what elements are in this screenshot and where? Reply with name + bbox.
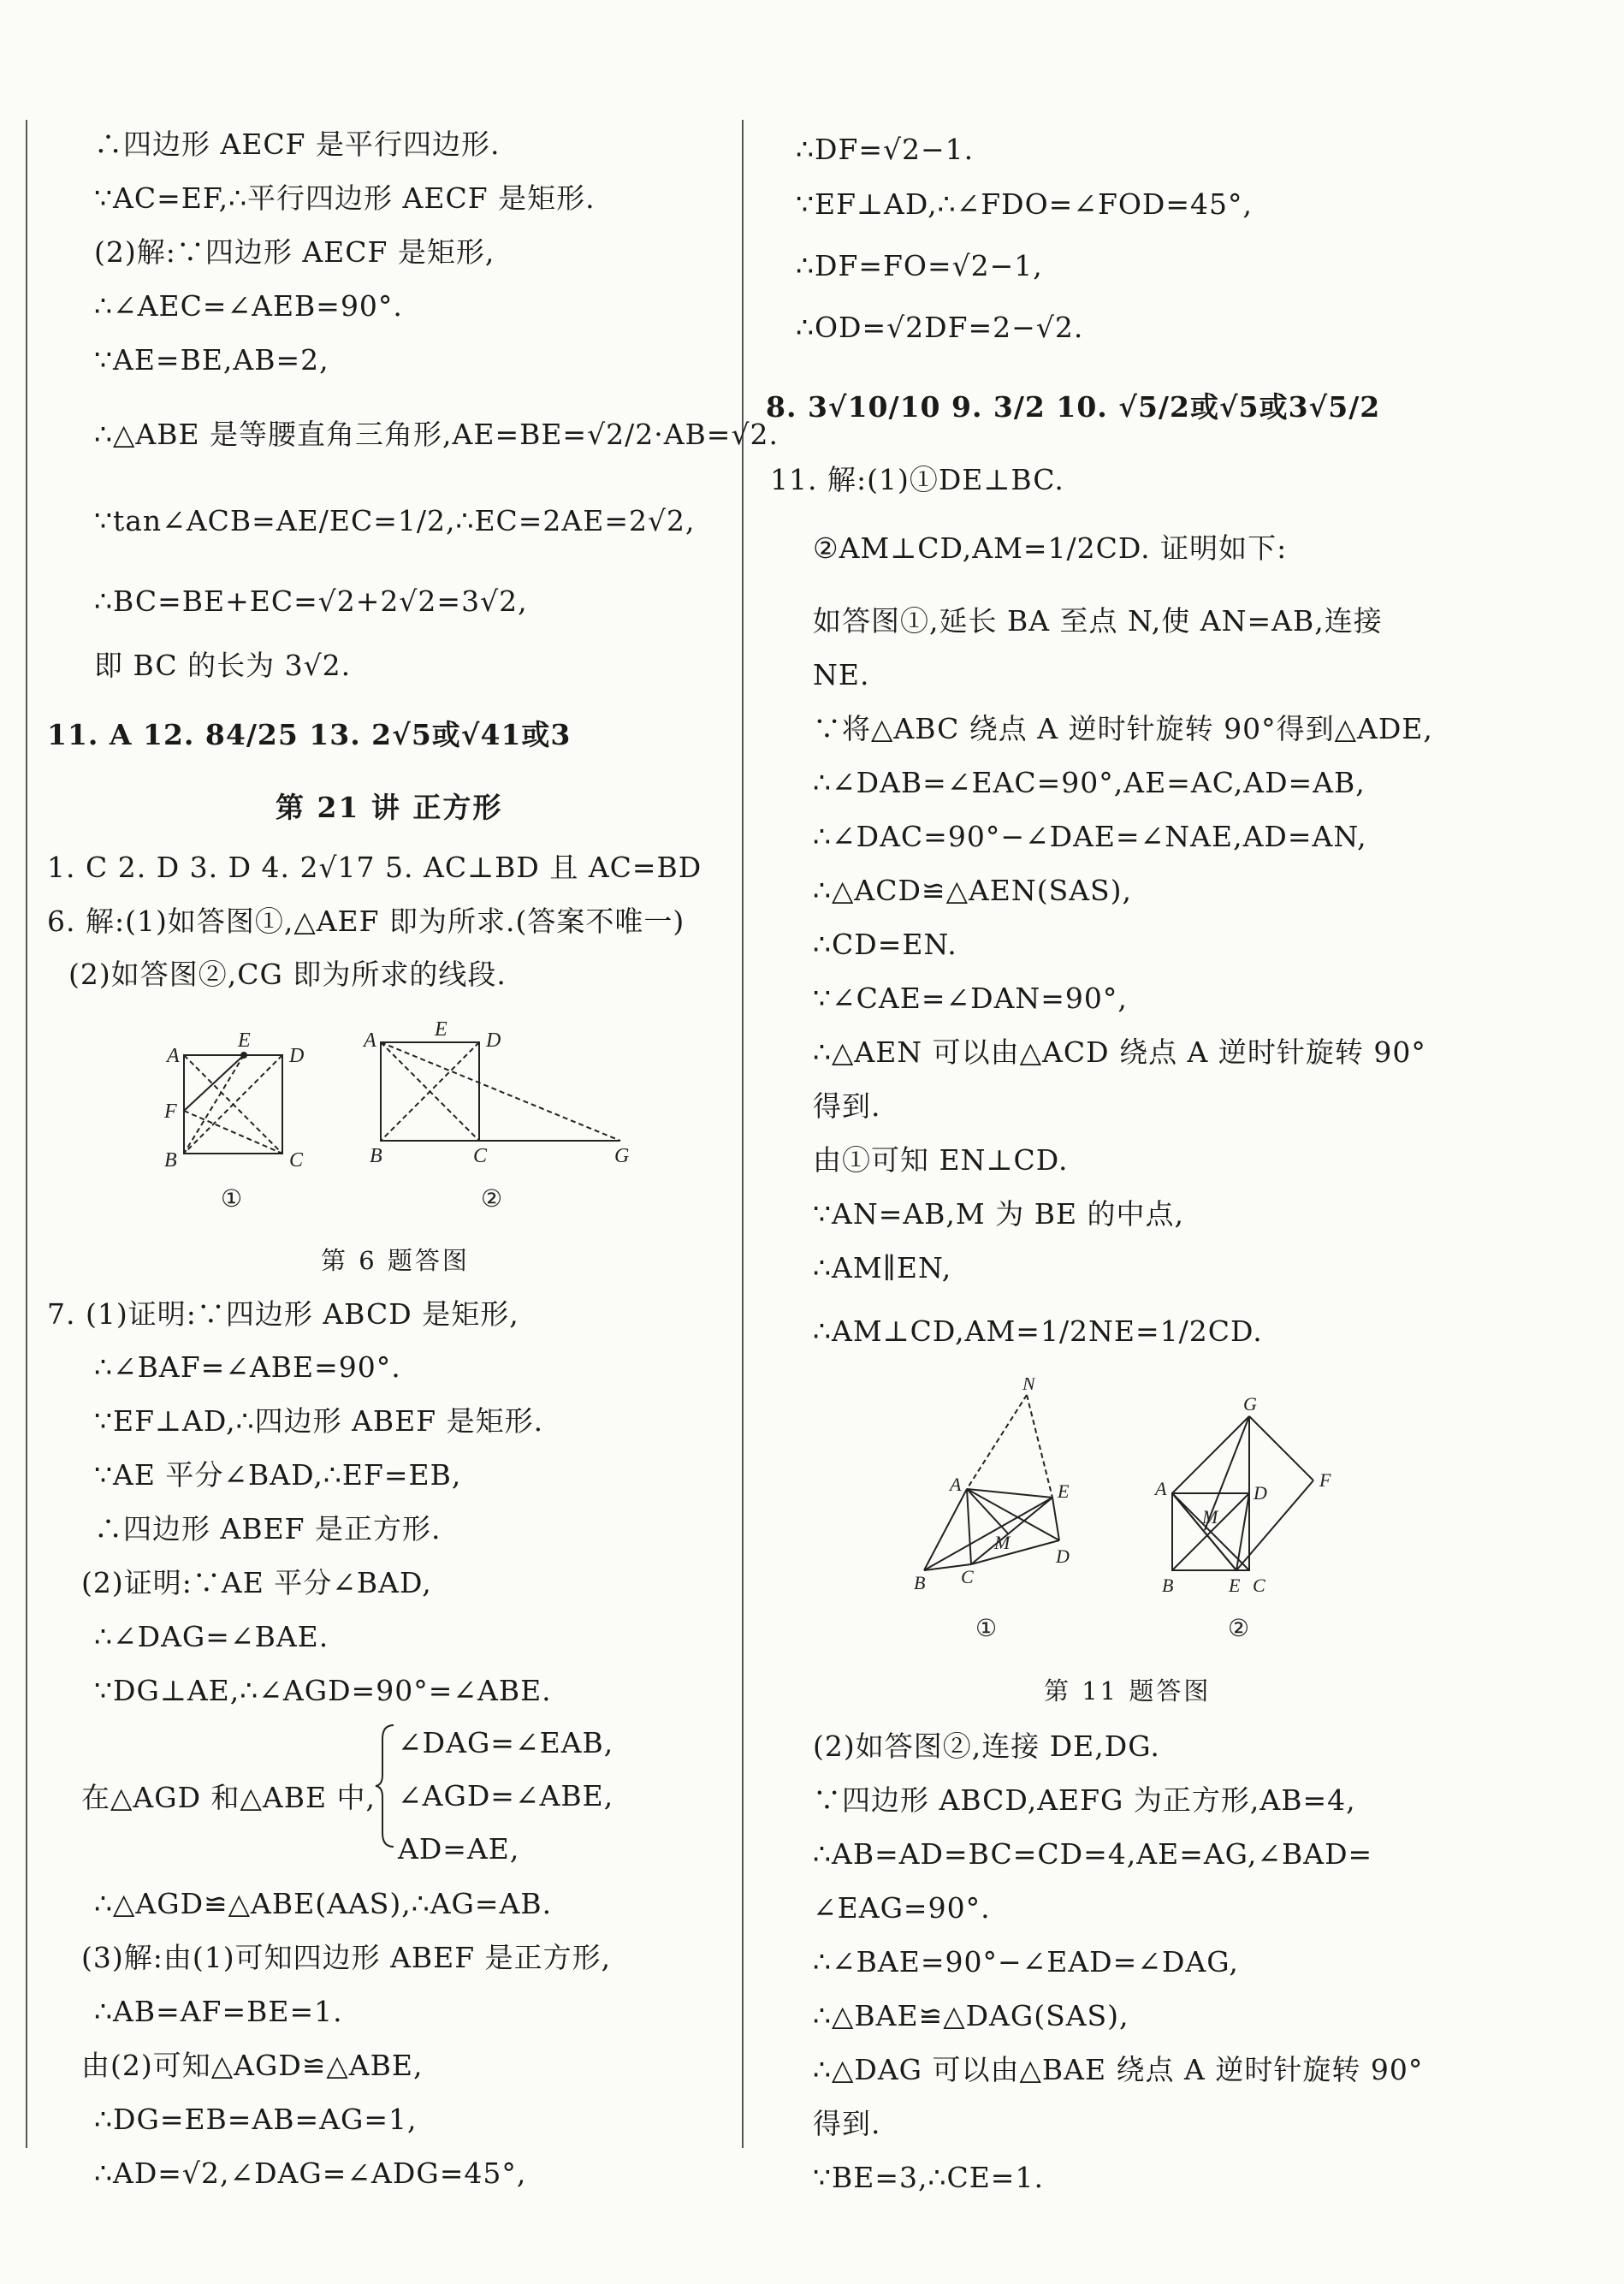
svg-text:M: M — [994, 1532, 1011, 1553]
right-line: ∴△DAG 可以由△BAE 绕点 A 逆时针旋转 90° — [813, 2053, 1424, 2086]
brace-line: ∠AGD=∠ABE, — [398, 1779, 614, 1812]
figure-label: ② — [481, 1186, 503, 1213]
svg-text:G: G — [614, 1145, 630, 1167]
svg-text:E: E — [1058, 1480, 1070, 1502]
svg-text:A: A — [1155, 1478, 1167, 1499]
left-line: ∴AB=AF=BE=1. — [94, 1995, 343, 2028]
figure-caption: 第 6 题答图 — [321, 1246, 470, 1275]
left-margin-rule — [26, 120, 27, 2148]
left-line: ∴△AGD≌△ABE(AAS),∴AG=AB. — [94, 1887, 553, 1920]
right-line: ∴AM∥EN, — [813, 1251, 952, 1284]
right-line: ∴DF=√2−1. — [796, 133, 975, 166]
left-line: ∴∠DAG=∠BAE. — [94, 1620, 329, 1653]
svg-text:D: D — [1056, 1545, 1070, 1567]
svg-text:D: D — [1254, 1482, 1267, 1504]
left-line: ∵AE=BE,AB=2, — [94, 343, 329, 377]
right-line: 11. 解:(1)①DE⊥BC. — [770, 463, 1064, 496]
svg-text:C: C — [961, 1566, 974, 1587]
svg-text:B: B — [370, 1145, 382, 1167]
left-line: (3)解:由(1)可知四边形 ABEF 是正方形, — [81, 1941, 612, 1974]
right-line: ∵四边形 ABCD,AEFG 为正方形,AB=4, — [813, 1783, 1356, 1817]
left-line: ∴AD=√2,∠DAG=∠ADG=45°, — [94, 2156, 527, 2190]
svg-text:A: A — [364, 1029, 376, 1052]
right-line: 得到. — [813, 1089, 881, 1123]
left-line: 6. 解:(1)如答图①,△AEF 即为所求.(答案不唯一) — [47, 905, 685, 938]
svg-text:C: C — [1253, 1575, 1265, 1596]
left-line: 由(2)可知△AGD≌△ABE, — [81, 2049, 424, 2082]
svg-text:B: B — [914, 1572, 926, 1593]
right-line: ②AM⊥CD,AM=1/2CD. 证明如下: — [813, 531, 1288, 565]
figure-6-1 — [184, 1053, 282, 1154]
right-line: ∴∠DAC=90°−∠DAE=∠NAE,AD=AN, — [813, 820, 1367, 853]
left-line: 7. (1)证明:∵四边形 ABCD 是矩形, — [47, 1297, 519, 1331]
right-line: ∵BE=3,∴CE=1. — [813, 2161, 1044, 2194]
left-line: ∵AE 平分∠BAD,∴EF=EB, — [94, 1458, 462, 1492]
right-line: ∴∠DAB=∠EAC=90°,AE=AC,AD=AB, — [813, 766, 1366, 799]
right-line: ∴CD=EN. — [813, 928, 957, 961]
figure-11-1 — [924, 1395, 1059, 1570]
left-line: ∴四边形 AECF 是平行四边形. — [94, 128, 501, 161]
left-line: (2)解:∵四边形 AECF 是矩形, — [94, 235, 495, 269]
svg-text:G: G — [1243, 1393, 1257, 1415]
right-line: ∴△ACD≌△AEN(SAS), — [813, 874, 1133, 907]
right-line: 如答图①,延长 BA 至点 N,使 AN=AB,连接 — [813, 604, 1383, 638]
right-line: ∴△BAE≌△DAG(SAS), — [813, 1999, 1129, 2032]
section-title: 第 21 讲 正方形 — [276, 791, 503, 824]
right-line: ∴△AEN 可以由△ACD 绕点 A 逆时针旋转 90° — [813, 1035, 1426, 1069]
right-line: ∴AM⊥CD,AM=1/2NE=1/2CD. — [813, 1314, 1263, 1348]
left-line: 1. C 2. D 3. D 4. 2√17 5. AC⊥BD 且 AC=BD — [47, 851, 702, 884]
figure-label: ① — [975, 1616, 998, 1642]
svg-text:F: F — [164, 1100, 177, 1123]
right-line: ∴AB=AD=BC=CD=4,AE=AG,∠BAD= — [813, 1837, 1373, 1871]
figure-6-2 — [381, 1042, 620, 1141]
brace-icon — [372, 1722, 398, 1850]
right-line: ∴OD=√2DF=2−√2. — [796, 311, 1084, 344]
svg-text:F: F — [1319, 1469, 1331, 1491]
svg-text:C: C — [473, 1145, 488, 1167]
left-line: ∴∠BAF=∠ABE=90°. — [94, 1350, 401, 1384]
question-11-figure — [898, 1378, 1378, 1660]
svg-text:D: D — [486, 1029, 501, 1052]
svg-text:E: E — [1229, 1575, 1241, 1596]
right-line: ∴DF=FO=√2−1, — [796, 249, 1043, 282]
left-line: ∵EF⊥AD,∴四边形 ABEF 是矩形. — [94, 1404, 544, 1438]
left-line: 11. A 12. 84/25 13. 2√5或√41或3 — [47, 718, 572, 751]
right-line: ∵EF⊥AD,∴∠FDO=∠FOD=45°, — [796, 187, 1254, 221]
right-line: (2)如答图②,连接 DE,DG. — [813, 1729, 1160, 1763]
left-line: (2)如答图②,CG 即为所求的线段. — [68, 958, 507, 991]
right-line: ∵将△ABC 绕点 A 逆时针旋转 90°得到△ADE, — [813, 712, 1433, 745]
svg-text:A: A — [167, 1045, 180, 1067]
right-line: 由①可知 EN⊥CD. — [813, 1143, 1069, 1177]
brace-line: ∠DAG=∠EAB, — [398, 1726, 614, 1759]
left-line: ∵tan∠ACB=AE/EC=1/2,∴EC=2AE=2√2, — [94, 504, 696, 537]
svg-text:E: E — [435, 1018, 447, 1041]
figure-caption: 第 11 题答图 — [1044, 1676, 1212, 1706]
right-line: 8. 3√10/10 9. 3/2 10. √5/2或√5或3√5/2 — [766, 390, 1381, 424]
svg-text:B: B — [164, 1149, 177, 1172]
svg-text:B: B — [1162, 1575, 1174, 1596]
figure-11-2 — [1172, 1416, 1313, 1570]
left-line: ∴四边形 ABEF 是正方形. — [94, 1512, 442, 1545]
left-line: (2)证明:∵AE 平分∠BAD, — [81, 1566, 432, 1599]
figure-label: ② — [1228, 1616, 1250, 1642]
left-line: ∴DG=EB=AB=AG=1, — [94, 2103, 418, 2136]
left-line: 在△AGD 和△ABE 中, — [81, 1781, 376, 1814]
right-line: 得到. — [813, 2107, 881, 2140]
left-line: ∴△ABE 是等腰直角三角形,AE=BE=√2/2·AB=√2. — [94, 418, 779, 451]
left-line: ∴∠AEC=∠AEB=90°. — [94, 289, 403, 323]
right-line: ∵∠CAE=∠DAN=90°, — [813, 982, 1128, 1015]
svg-text:N: N — [1022, 1378, 1035, 1394]
right-line: ∴∠BAE=90°−∠EAD=∠DAG, — [813, 1945, 1239, 1978]
left-line: ∵AC=EF,∴平行四边形 AECF 是矩形. — [94, 181, 596, 215]
question-6-figure — [145, 1017, 676, 1239]
right-line: ∠EAG=90°. — [813, 1891, 991, 1925]
brace-line: AD=AE, — [398, 1832, 520, 1866]
figure-label: ① — [221, 1186, 243, 1213]
left-line: ∴BC=BE+EC=√2+2√2=3√2, — [94, 584, 528, 618]
svg-text:D: D — [289, 1045, 305, 1067]
left-line: ∵DG⊥AE,∴∠AGD=90°=∠ABE. — [94, 1674, 552, 1707]
right-line: ∵AN=AB,M 为 BE 的中点, — [813, 1197, 1185, 1231]
left-line: 即 BC 的长为 3√2. — [94, 649, 352, 682]
svg-text:C: C — [289, 1149, 304, 1172]
svg-text:E: E — [238, 1029, 251, 1052]
right-line: NE. — [813, 658, 870, 691]
svg-text:A: A — [950, 1474, 962, 1495]
svg-text:M: M — [1202, 1506, 1218, 1528]
